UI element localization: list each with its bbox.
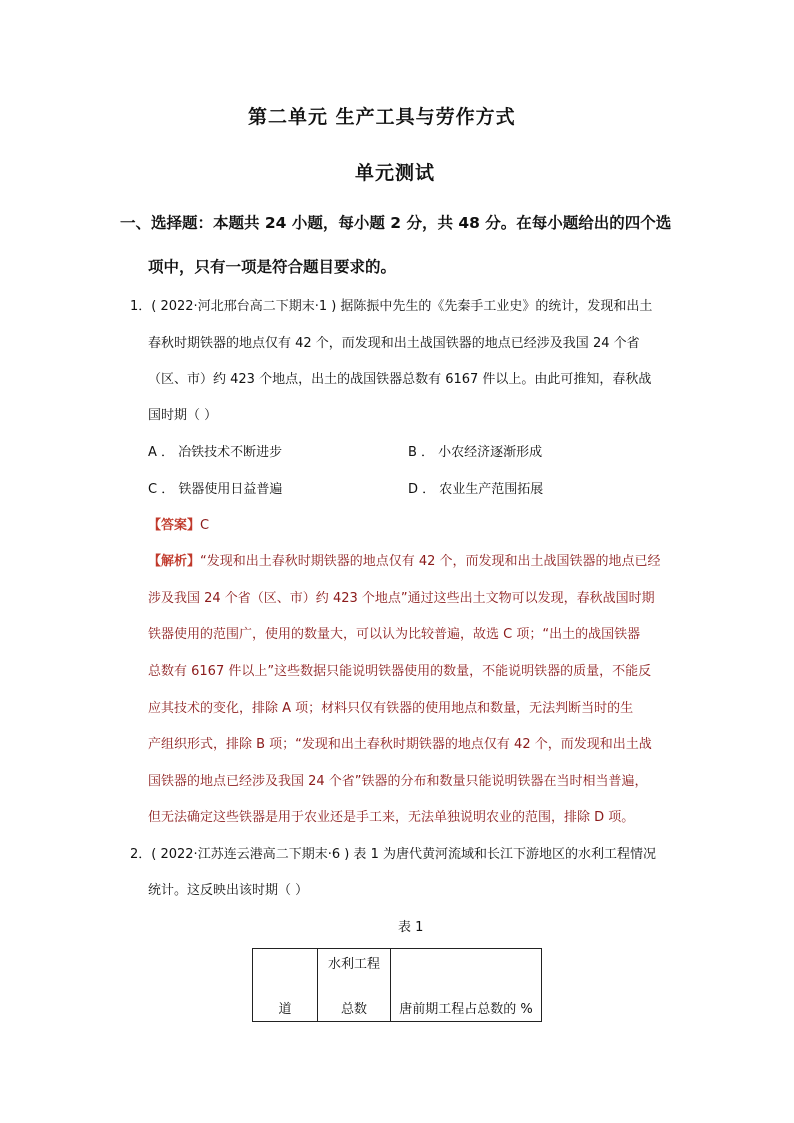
q1-stem-line: （区、市）约 423 个地点，出土的战国铁器总数有 6167 件以上。由此可推知，春秋战 <box>148 372 652 387</box>
q1-analysis-line: 总数有 6167 件以上”这些数据只能说明铁器使用的数量，不能说明铁器的质量，不能反 <box>148 664 652 679</box>
q1-stem-line: 1．( 2022·河北邢台高二下期末·1 ) 据陈振中先生的《先秦手工业史》的统计，发现和出土 <box>130 299 653 314</box>
q2-stem-line: 2．( 2022·江苏连云港高二下期末·6 ) 表 1 为唐代黄河流域和长江下游地区的水利工程情况 <box>130 847 656 862</box>
header-project-top: 水利工程 <box>327 957 380 972</box>
q1-analysis-line: 但无法确定这些铁器是用于农业还是手工来，无法单独说明农业的范围，排除 D 项。 <box>148 810 635 825</box>
header-dao: 道 <box>278 1002 292 1017</box>
q1-analysis-line: 国铁器的地点已经涉及我国 24 个省”铁器的分布和数量只能说明铁器在当时相当普遍， <box>148 774 648 789</box>
table-caption: 表 1 <box>398 920 424 935</box>
q1-option-b[interactable]: B ． 小农经济逐渐形成 <box>408 445 543 460</box>
q1-stem-line: 春秋时期铁器的地点仅有 42 个，而发现和出土战国铁器的地点已经涉及我国 24 个省 <box>148 336 640 351</box>
q1-analysis-line: 涉及我国 24 个省（区、市）约 423 个地点”通过这些出土文物可以发现，春秋战国时期 <box>148 591 655 606</box>
table-header-cell <box>318 949 391 1022</box>
page-subtitle: 单元测试 <box>355 162 436 184</box>
q2-stem-line: 统计。这反映出该时期（ ） <box>148 883 309 898</box>
q1-analysis-line: 产组织形式，排除 B 项；“发现和出土春秋时期铁器的地点仅有 42 个，而发现和出土战 <box>148 737 652 752</box>
q1-option-c[interactable]: C ． 铁器使用日益普遍 <box>148 482 283 497</box>
q1-analysis-line <box>148 550 661 569</box>
answer-value: C <box>200 518 210 533</box>
analysis-tag: 【解析】 <box>148 554 201 569</box>
table-header-cell <box>253 949 318 1022</box>
unit-title: 第二单元 生产工具与劳作方式 <box>248 106 516 128</box>
q1-analysis-line: 铁器使用的范围广，使用的数量大，可以认为比较普遍，故选 C 项；“出土的战国铁器 <box>148 627 641 642</box>
section-heading-line2: 项中，只有一项是符合题目要求的。 <box>148 258 397 276</box>
table-header-row <box>253 949 542 1022</box>
q1-option-d[interactable]: D ． 农业生产范围拓展 <box>408 482 544 497</box>
table-header-cell <box>391 949 542 1022</box>
header-project-bottom: 总数 <box>340 1002 367 1017</box>
q1-analysis-line: 应其技术的变化，排除 A 项；材料只仅有铁器的使用地点和数量，无法判断当时的生 <box>148 701 634 716</box>
analysis-text: “发现和出土春秋时期铁器的地点仅有 42 个，而发现和出土战国铁器的地点已经 <box>200 554 661 569</box>
q1-stem-line: 国时期（ ） <box>148 408 218 423</box>
q1-answer <box>148 514 209 533</box>
answer-tag: 【答案】 <box>148 518 201 533</box>
water-project-table <box>252 948 542 1022</box>
section-heading-line1: 一、选择题：本题共 24 小题，每小题 2 分，共 48 分。在每小题给出的四个选 <box>120 214 672 232</box>
header-percent: 唐前期工程占总数的 % <box>399 1002 533 1017</box>
q1-option-a[interactable]: A ． 冶铁技术不断进步 <box>148 445 283 460</box>
